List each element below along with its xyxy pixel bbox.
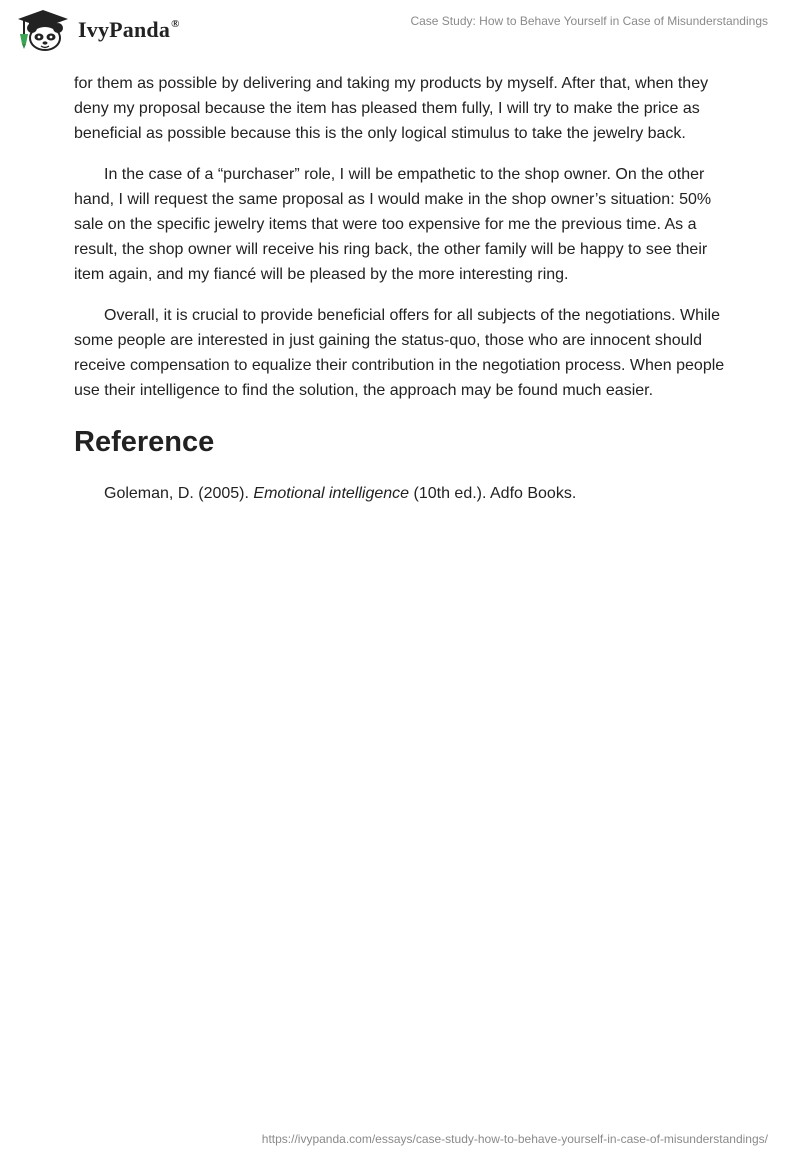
brand-name: IvyPanda® bbox=[78, 17, 180, 42]
ivypanda-logo[interactable] bbox=[14, 8, 180, 52]
panda-graduation-cap-icon bbox=[14, 8, 72, 52]
reference-authors: Goleman, D. (2005). bbox=[104, 485, 254, 502]
reference-title: Emotional intelligence bbox=[253, 485, 410, 502]
reference-heading: Reference bbox=[74, 426, 215, 458]
source-url[interactable]: https://ivypanda.com/essays/case-study-how-to-behave-yourself-in-case-of-misunderstandings/ bbox=[261, 1132, 768, 1146]
paragraph: In the case of a “purchaser” role, I will be empathetic to the shop owner. On the other hand, I will request the same proposal as I would make in the shop owner’s situation: 50% sale on the specific jewelry items that were too expensive for me the previous time. As a result, the shop owner will receive his ring back, the other family will be happy to see their item again, and my fiancé will be pleased by the more interesting ring. bbox=[74, 166, 712, 283]
essay-content bbox=[74, 71, 726, 506]
document-title: Case Study: How to Behave Yourself in Case of Misunderstandings bbox=[410, 14, 768, 28]
page-header bbox=[0, 0, 800, 62]
reference-publication: (10th ed.). Adfo Books. bbox=[409, 485, 577, 502]
paragraph: Overall, it is crucial to provide beneficial offers for all subjects of the negotiations. While some people are interested in just gaining the status-quo, those who are innocent should receive compensation to equalize their contribution in the negotiation process. When people use their intelligence to find the solution, the approach may be found much easier. bbox=[74, 307, 725, 399]
paragraph: for them as possible by delivering and taking my products by myself. After that, when they deny my proposal because the item has pleased them fully, I will try to make the price as beneficial as possible because this is the only logical stimulus to take the jewelry back. bbox=[74, 75, 709, 142]
reference-entry bbox=[74, 481, 726, 506]
